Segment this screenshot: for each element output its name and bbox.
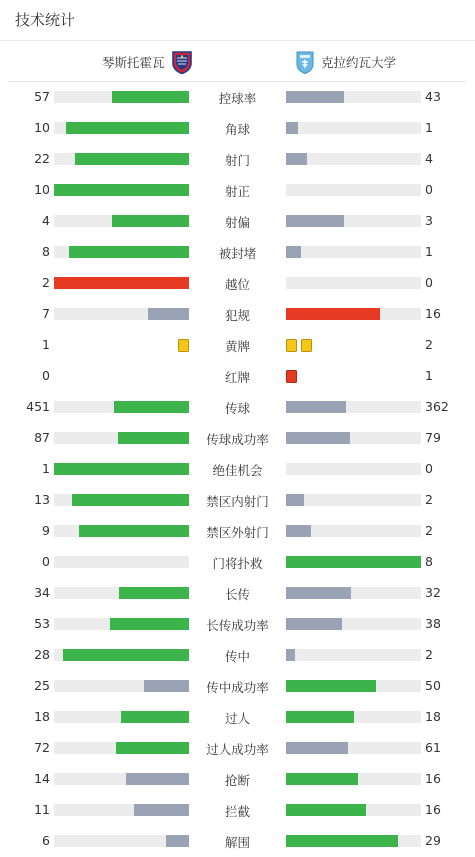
home-bar-fill — [66, 122, 189, 134]
away-bar-track — [286, 91, 421, 103]
stat-label: 过人 — [224, 711, 250, 726]
home-value: 22 — [34, 151, 50, 166]
away-value: 1 — [425, 120, 433, 135]
stat-label: 角球 — [224, 122, 250, 137]
home-value: 9 — [42, 523, 50, 538]
away-bar-fill — [286, 742, 348, 754]
away-bar-fill — [286, 618, 342, 630]
home-bar-track — [54, 680, 189, 692]
away-bar-track — [286, 308, 421, 320]
home-bar-fill — [148, 308, 189, 320]
stat-label: 长传 — [224, 587, 250, 602]
away-bar-fill — [286, 246, 301, 258]
yellow-card-icon — [178, 339, 189, 352]
page-title: 技术统计 — [15, 11, 76, 29]
home-value: 18 — [34, 709, 50, 724]
away-value: 16 — [425, 771, 441, 786]
stat-label: 禁区内射门 — [206, 494, 269, 509]
away-value: 29 — [425, 833, 441, 848]
home-bar-fill — [114, 401, 189, 413]
home-bar-fill — [119, 587, 189, 599]
away-value: 2 — [425, 647, 433, 662]
home-bar-track — [54, 618, 189, 630]
away-bar-track — [286, 277, 421, 289]
away-value: 4 — [425, 151, 433, 166]
away-bar-fill — [286, 91, 344, 103]
home-bar-track — [54, 277, 189, 289]
away-team-crest-icon — [294, 50, 316, 74]
home-value: 25 — [34, 678, 50, 693]
stat-row — [0, 609, 475, 640]
home-value: 10 — [34, 182, 50, 197]
stat-label: 控球率 — [218, 91, 257, 106]
away-bar-track — [286, 153, 421, 165]
stat-label: 黄牌 — [224, 339, 250, 354]
away-cards — [286, 339, 316, 352]
home-bar-fill — [144, 680, 189, 692]
home-bar-track — [54, 649, 189, 661]
stat-row — [0, 547, 475, 578]
away-team[interactable] — [294, 50, 396, 74]
home-bar-track — [54, 494, 189, 506]
yellow-card-icon — [301, 339, 312, 352]
home-bar-track — [54, 773, 189, 785]
home-bar-fill — [54, 184, 189, 196]
away-value: 0 — [425, 461, 433, 476]
home-bar-track — [54, 153, 189, 165]
home-value: 53 — [34, 616, 50, 631]
home-value: 4 — [42, 213, 50, 228]
away-value: 362 — [425, 399, 449, 414]
home-bar-fill — [112, 91, 189, 103]
home-bar-track — [54, 742, 189, 754]
home-bar-fill — [69, 246, 189, 258]
home-bar-fill — [79, 525, 189, 537]
stat-label: 传中成功率 — [206, 680, 269, 695]
away-value: 38 — [425, 616, 441, 631]
away-bar-fill — [286, 649, 295, 661]
away-bar-track — [286, 432, 421, 444]
stat-row — [0, 144, 475, 175]
home-bar-fill — [166, 835, 189, 847]
away-bar-track — [286, 587, 421, 599]
away-value: 16 — [425, 306, 441, 321]
away-bar-track — [286, 773, 421, 785]
home-bar-track — [54, 122, 189, 134]
stat-label: 抢断 — [224, 773, 250, 788]
stats-list — [0, 82, 475, 857]
home-value: 451 — [26, 399, 50, 414]
home-value: 1 — [42, 337, 50, 352]
away-bar-track — [286, 835, 421, 847]
away-bar-fill — [286, 711, 354, 723]
away-bar-track — [286, 742, 421, 754]
away-value: 18 — [425, 709, 441, 724]
away-bar-track — [286, 122, 421, 134]
home-value: 34 — [34, 585, 50, 600]
home-bar-track — [54, 91, 189, 103]
stat-label: 解围 — [224, 835, 250, 850]
home-bar-track — [54, 587, 189, 599]
home-value: 0 — [42, 368, 50, 383]
away-bar-fill — [286, 587, 351, 599]
home-value: 72 — [34, 740, 50, 755]
away-bar-fill — [286, 525, 311, 537]
stat-label: 传球成功率 — [206, 432, 269, 447]
home-bar-fill — [118, 432, 189, 444]
away-value: 2 — [425, 492, 433, 507]
away-bar-fill — [286, 308, 380, 320]
stat-label: 传球 — [224, 401, 250, 416]
home-bar-track — [54, 711, 189, 723]
stat-row — [0, 671, 475, 702]
stat-row — [0, 206, 475, 237]
away-bar-track — [286, 246, 421, 258]
away-team-name: 克拉约瓦大学 — [321, 55, 397, 70]
home-bar-fill — [54, 277, 189, 289]
away-bar-fill — [286, 215, 344, 227]
away-value: 1 — [425, 368, 433, 383]
away-bar-fill — [286, 494, 304, 506]
home-bar-track — [54, 525, 189, 537]
stat-row — [0, 175, 475, 206]
stat-row — [0, 733, 475, 764]
away-bar-track — [286, 494, 421, 506]
home-bar-track — [54, 463, 189, 475]
away-bar-fill — [286, 835, 398, 847]
home-value: 0 — [42, 554, 50, 569]
away-bar-fill — [286, 401, 346, 413]
stat-row — [0, 516, 475, 547]
away-value: 3 — [425, 213, 433, 228]
home-value: 28 — [34, 647, 50, 662]
stat-row — [0, 764, 475, 795]
home-bar-fill — [72, 494, 189, 506]
home-bar-fill — [116, 742, 189, 754]
stat-row — [0, 423, 475, 454]
stat-label: 拦截 — [224, 804, 250, 819]
away-bar-track — [286, 463, 421, 475]
home-value: 1 — [42, 461, 50, 476]
away-bar-track — [286, 525, 421, 537]
away-bar-track — [286, 215, 421, 227]
home-bar-track — [54, 401, 189, 413]
away-bar-fill — [286, 153, 307, 165]
away-value: 1 — [425, 244, 433, 259]
away-bar-track — [286, 804, 421, 816]
stat-row — [0, 299, 475, 330]
home-value: 13 — [34, 492, 50, 507]
away-cards — [286, 370, 301, 383]
away-value: 16 — [425, 802, 441, 817]
home-bar-fill — [75, 153, 189, 165]
home-bar-track — [54, 556, 189, 568]
home-bar-track — [54, 432, 189, 444]
home-value: 2 — [42, 275, 50, 290]
home-bar-fill — [134, 804, 189, 816]
stat-row — [0, 237, 475, 268]
stat-row — [0, 113, 475, 144]
away-value: 32 — [425, 585, 441, 600]
home-bar-fill — [126, 773, 189, 785]
home-bar-fill — [112, 215, 189, 227]
home-value: 57 — [34, 89, 50, 104]
home-bar-fill — [63, 649, 189, 661]
away-value: 0 — [425, 275, 433, 290]
away-value: 61 — [425, 740, 441, 755]
stat-label: 长传成功率 — [206, 618, 269, 633]
stat-row — [0, 454, 475, 485]
home-value: 14 — [34, 771, 50, 786]
home-value: 10 — [34, 120, 50, 135]
home-value: 6 — [42, 833, 50, 848]
stat-row — [0, 361, 475, 392]
away-value: 8 — [425, 554, 433, 569]
home-team-name: 琴斯托霍瓦 — [102, 55, 165, 70]
home-value: 7 — [42, 306, 50, 321]
away-value: 50 — [425, 678, 441, 693]
away-value: 2 — [425, 523, 433, 538]
yellow-card-icon — [286, 339, 297, 352]
stat-label: 犯规 — [224, 308, 250, 323]
stat-label: 绝佳机会 — [212, 463, 263, 478]
away-bar-fill — [286, 122, 298, 134]
stat-label: 射正 — [224, 184, 250, 199]
stat-label: 射偏 — [224, 215, 250, 230]
home-bar-track — [54, 184, 189, 196]
stat-label: 门将扑救 — [212, 556, 263, 571]
stat-row — [0, 485, 475, 516]
away-bar-fill — [286, 773, 358, 785]
away-bar-track — [286, 649, 421, 661]
red-card-icon — [286, 370, 297, 383]
stat-label: 射门 — [224, 153, 250, 168]
home-bar-track — [54, 835, 189, 847]
away-bar-fill — [286, 556, 421, 568]
home-team-crest-icon — [171, 50, 193, 74]
stat-label: 被封堵 — [218, 246, 257, 261]
stat-row — [0, 392, 475, 423]
stat-label: 红牌 — [224, 370, 250, 385]
away-bar-track — [286, 711, 421, 723]
stat-row — [0, 268, 475, 299]
away-bar-track — [286, 556, 421, 568]
stat-label: 越位 — [224, 277, 250, 292]
home-value: 87 — [34, 430, 50, 445]
stat-row — [0, 702, 475, 733]
stat-row — [0, 82, 475, 113]
away-bar-track — [286, 680, 421, 692]
away-bar-fill — [286, 680, 376, 692]
stat-row — [0, 795, 475, 826]
stat-label: 禁区外射门 — [206, 525, 269, 540]
home-bar-track — [54, 246, 189, 258]
stat-row — [0, 826, 475, 857]
teams-header — [8, 41, 466, 82]
home-value: 8 — [42, 244, 50, 259]
stat-row — [0, 640, 475, 671]
away-bar-fill — [286, 804, 366, 816]
home-bar-track — [54, 308, 189, 320]
away-value: 0 — [425, 182, 433, 197]
away-value: 79 — [425, 430, 441, 445]
home-bar-fill — [110, 618, 189, 630]
away-value: 43 — [425, 89, 441, 104]
stat-row — [0, 330, 475, 361]
home-value: 11 — [34, 802, 50, 817]
home-bar-fill — [54, 463, 189, 475]
away-value: 2 — [425, 337, 433, 352]
away-bar-track — [286, 618, 421, 630]
stat-label: 传中 — [224, 649, 250, 664]
home-bar-fill — [121, 711, 189, 723]
home-bar-track — [54, 215, 189, 227]
away-bar-track — [286, 184, 421, 196]
home-cards — [174, 339, 189, 352]
home-bar-track — [54, 804, 189, 816]
stat-label: 过人成功率 — [206, 742, 269, 757]
away-bar-fill — [286, 432, 350, 444]
home-team[interactable] — [102, 50, 193, 74]
stat-row — [0, 578, 475, 609]
away-bar-track — [286, 401, 421, 413]
